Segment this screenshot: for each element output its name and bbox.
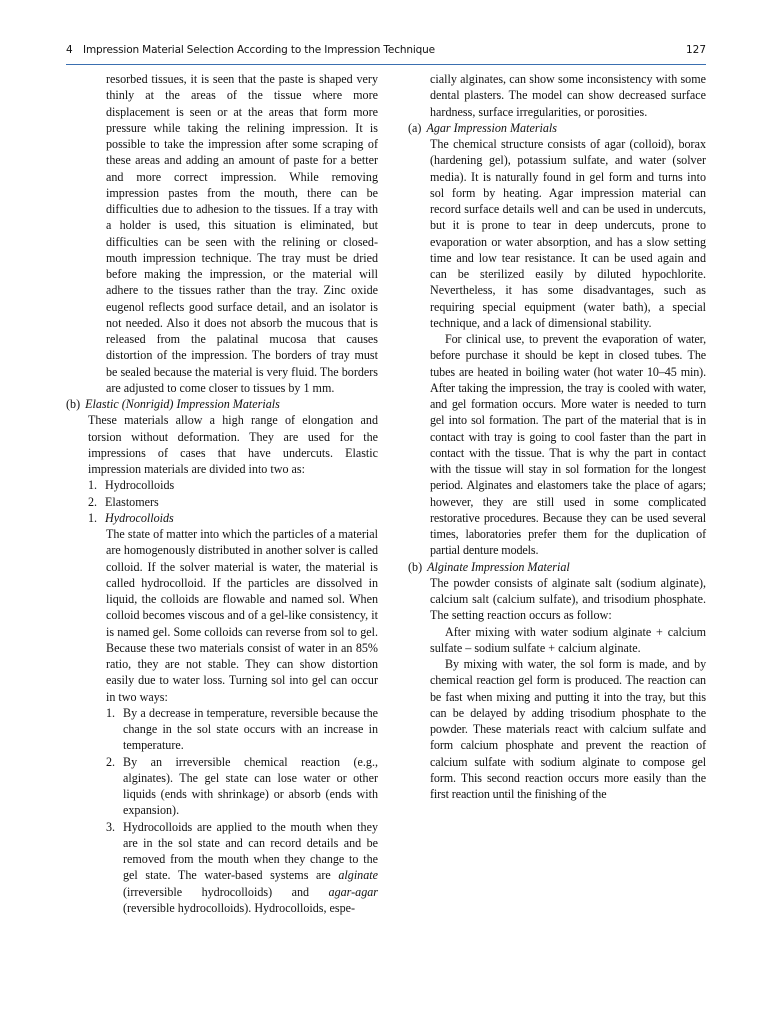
paragraph: These materials allow a high range of elongation and torsion without deformation. They are used for the impressions of cases that have undercuts. Elastic impression materials are divided into two as: <box>88 413 378 476</box>
chapter-number: 4 <box>66 44 73 56</box>
list-item: 2. By an irreversible chemical reaction (e.g., alginates). The gel state can lose water or other liquids (ends with shrinkage) or absorb (ends with expansion). <box>106 754 378 818</box>
paragraph: For clinical use, to prevent the evaporation of water, before purchase it should be kept in closed tubes. The tubes are heated in boiling water (hot water 10–45 min). After taking the impression, the tray is cooled with water, and gel formation occurs. More water is needed to turn gel into sol formation. The part of the material that is in contact with tray is going to cool faster than the part in contact with the tissue. That is why the part in contact with the tissue will stay in sol formation for the longest period. Alginates and elastomers take the place of agars; however, they are still used in some complicated restorative procedures. Because they can be used several times, laboratories prefer them for the duplication of partial denture models. <box>430 332 706 558</box>
page-number: 127 <box>685 44 706 56</box>
section-label: (b) <box>408 559 423 574</box>
section-title: Agar Impression Materials <box>426 120 558 135</box>
section-title: Elastic (Nonrigid) Impression Materials <box>85 397 280 411</box>
paragraph: After mixing with water sodium alginate + calcium sulfate – sodium sulfate + calcium alginate. <box>430 624 706 655</box>
section-title: Alginate Impression Material <box>427 559 570 574</box>
subsection-heading-hydrocolloids: 1. Hydrocolloids <box>88 510 174 525</box>
list-item: 1. By a decrease in temperature, reversible because the change in the sol state occurs with an increase in temperature. <box>106 705 378 753</box>
chapter-title: Impression Material Selection According to the Impression Technique <box>83 44 435 56</box>
left-column <box>66 71 378 916</box>
list-item: 1. Hydrocolloids <box>88 478 175 493</box>
paragraph: resorbed tissues, it is seen that the paste is shaped very thinly at the areas of the tissue where more displacement is seen or at the areas that form more pressure while taking the relining impression. It is possible to take the impression after some scraping of these areas and adding an amount of paste for a better and more correct impression. While removing impression pastes from the mouth, there can be difficulties due to adhesion to the tissues. If a tray with a holder is used, this situation is eliminated, but difficulties can be seen with the relining or closed-mouth impression technique. The tray must be dried before making the impression, or the material will adhere to the tissues rather than the tray. Zinc oxide eugenol reflects good surface detail, and an isolator is not needed. Also it does not absorb the mucous that is released from the palatinal mucosa that causes distortion of the impression. The borders of tray must be sealed because the material is very fluid. The borders are adjusted to come closer to tissues by 1 mm. <box>106 72 378 395</box>
section-heading-agar <box>408 120 706 136</box>
paragraph: The state of matter into which the particles of a material are homogenously distributed in another solver is called colloid. If the solver material is water, the material is called hydrocolloid. If the particles are dissolved in liquid, the colloids are flowable and named sol. When colloid becomes viscous and of a gel-like consistency, it is named gel. Some colloids can reverse from sol to gel. Because these two materials consist of water in an 85% ratio, they are not stable. They can show distortion easily due to water loss. Turning sol into gel can occur in two ways: <box>106 527 378 704</box>
paragraph: By mixing with water, the sol form is made, and by chemical reaction gel form is produced. The reaction can be fast when mixing and putting it into the tray, but this can be delayed by adding trisodium phosphate to the powder. These materials react with calcium sulfate and form calcium phosphate and prevent the reaction of calcium sulfate with sodium alginate to compose gel form. This second reaction occurs more easily than the first reaction until the finishing of the <box>430 657 706 801</box>
running-head <box>66 44 706 60</box>
section-label: (a) <box>408 120 422 135</box>
section-label: (b) <box>66 397 81 411</box>
header-rule <box>66 64 706 65</box>
section-heading-elastic <box>66 396 378 412</box>
paragraph: The chemical structure consists of agar (colloid), borax (hardening gel), potassium sulfate, and water (solver media). It is naturally found in gel form and turns into sol form by heating. Agar impression material can record surface details well and can be used in undercuts, but it is prone to tear in deep undercuts, prone to evaporation or water absorption, and has a slow setting time and low tear resistance. It can be used again and can be sterilized easily by diluted hypochlorite. Nevertheless, it has some disadvantages, such as requiring special equipment (water bath), a special technique, and a lack of dimensional stability. <box>430 137 706 330</box>
list-item: 3. Hydrocolloids are applied to the mouth when they are in the sol state and can record details and be removed from the mouth when they change to the gel state. The water-based systems are alginate (irreversible hydrocolloids) and agar-agar (reversible hydrocolloids). Hydrocolloids, espe- <box>106 819 378 915</box>
paragraph: cially alginates, can show some inconsistency with some dental plasters. The model can show decreased surface hardness, surface irregularities, or porosities. <box>430 72 706 119</box>
paragraph: The powder consists of alginate salt (sodium alginate), calcium salt (calcium sulfate), and trisodium phosphate. The setting reaction occurs as follow: <box>430 575 706 623</box>
right-column <box>408 71 706 802</box>
section-heading-alginate <box>408 559 706 575</box>
list-item: 2. Elastomers <box>88 494 159 509</box>
